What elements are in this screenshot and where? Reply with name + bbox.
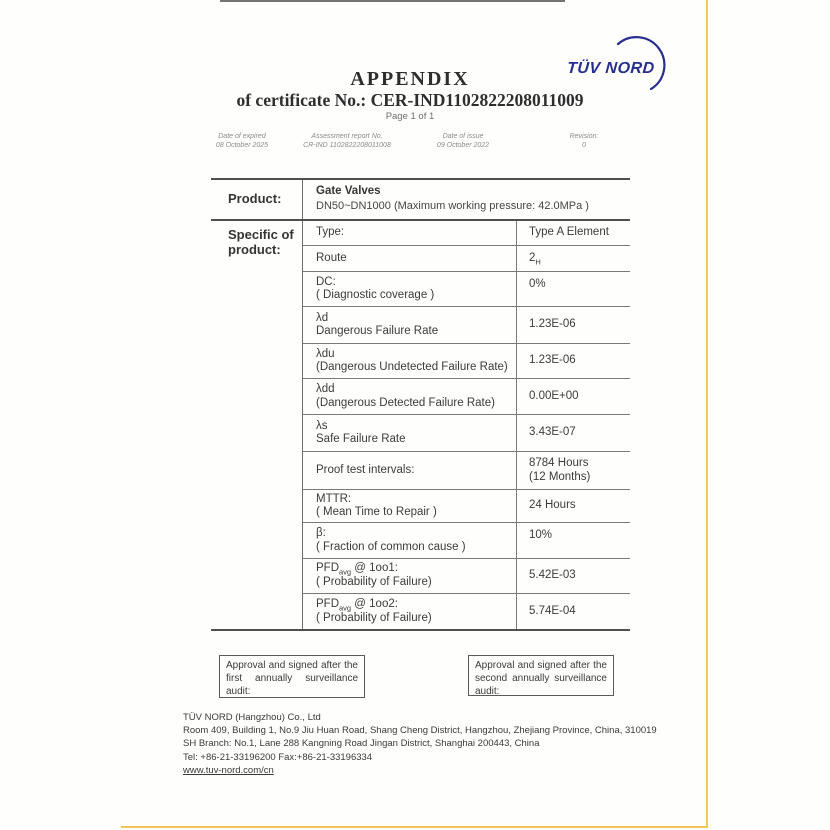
meta-assessment-report: Assessment report No. CR-IND 1102822208011008: [303, 133, 391, 149]
footer-address-line1: Room 409, Building 1, No.9 Jiu Huan Road, Shang Cheng District, Hangzhou, Zhejiang Province, China, 310019: [183, 725, 657, 737]
footer-address-block: [183, 711, 723, 777]
appendix-title: APPENDIX: [350, 68, 470, 90]
approval-box-first-audit: Approval and signed after the first annually surveillance audit:: [219, 655, 365, 698]
tuv-nord-logo: [567, 60, 677, 78]
logo-text: TÜV NORD: [566, 60, 656, 77]
table-row-lambda-d: λd Dangerous Failure Rate 1.23E-06: [303, 307, 630, 344]
footer-company: TÜV NORD (Hangzhou) Co., Ltd: [183, 712, 321, 723]
table-row-mttr: MTTR: ( Mean Time to Repair ) 24 Hours: [303, 490, 630, 523]
certificate-number: of certificate No.: CER-IND1102822208011009: [236, 90, 584, 110]
product-row: [211, 180, 630, 221]
scan-top-edge: [220, 0, 565, 2]
table-row-lambda-s: λs Safe Failure Rate 3.43E-07: [303, 415, 630, 452]
table-row-dc: DC: ( Diagnostic coverage ) 0%: [303, 272, 630, 307]
meta-revision: Revision: 0: [569, 133, 599, 149]
table-row-proof-test: Proof test intervals: 8784 Hours (12 Months): [303, 452, 630, 490]
scan-right-edge: [706, 0, 708, 828]
footer-address-line2: SH Branch: No.1, Lane 288 Kangning Road Jingan District, Shanghai 200443, China: [183, 738, 540, 750]
table-row-route: Route $2_H$: [303, 246, 630, 272]
meta-date-expired: Date of expired 08 October 2025: [215, 133, 269, 149]
table-row-pfd-1oo2: $PFD_{avg}$ @ 1oo2: ( Probability of Failure) 5.74E-04: [303, 594, 630, 629]
scan-bottom-edge: [121, 826, 708, 828]
approval-box-second-audit: Approval and signed after the second annually surveillance audit:: [468, 655, 614, 696]
footer-website-link[interactable]: www.tuv-nord.com/cn: [183, 764, 274, 776]
product-info: [303, 180, 630, 219]
table-row-type: Type: Type A Element: [303, 221, 630, 246]
meta-strip: [0, 133, 830, 155]
page-indicator: Page 1 of 1: [385, 111, 435, 122]
specific-rows: [303, 221, 630, 629]
product-name: Gate Valves: [316, 185, 381, 197]
table-row-lambda-dd: λdd (Dangerous Detected Failure Rate) 0.00E+00: [303, 379, 630, 415]
product-description: DN50~DN1000 (Maximum working pressure: 42.0MPa ): [316, 200, 589, 212]
specific-label: Specific of product:: [211, 221, 303, 629]
table-row-lambda-du: λdu (Dangerous Undetected Failure Rate) 1.23E-06: [303, 344, 630, 379]
footer-phone-fax: Tel: +86-21-33196200 Fax:+86-21-33196334: [183, 751, 373, 763]
table-row-beta: β: ( Fraction of common cause ) 10%: [303, 523, 630, 559]
product-spec-table: [211, 178, 630, 631]
meta-date-issue: Date of issue 09 October 2022: [436, 133, 490, 149]
table-row-pfd-1oo1: $PFD_{avg}$ @ 1oo1: ( Probability of Failure) 5.42E-03: [303, 559, 630, 594]
product-label: Product:: [211, 180, 303, 219]
specific-section: [211, 221, 630, 629]
